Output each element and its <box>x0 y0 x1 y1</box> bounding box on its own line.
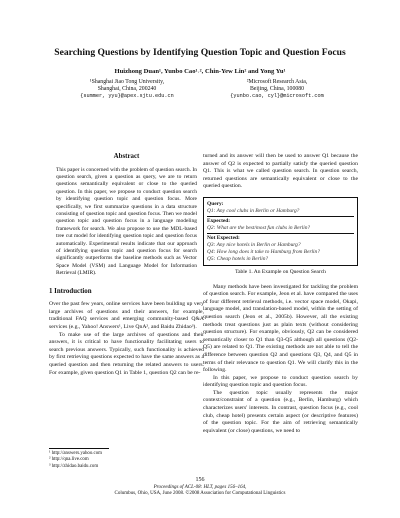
right-column <box>203 153 358 435</box>
right-paragraph-top: turned and its answer will then be used to answer Q1 because the answer of Q2 is expected to partially satisfy the queried question Q1. This is what we called question search. In question search, returned questions are semantically equivalent or close to the queried question. <box>203 153 358 190</box>
affiliation-right-org: ²Microsoft Research Asia, <box>246 79 308 85</box>
table-not-expected-item: Q3: Any nice hotels in Berlin or Hamburg? <box>207 241 301 248</box>
right-paragraph-2: Many methods have been investigated for tackling the problem of question search. For example, Jeon et al. have compared the uses of four different retrieval methods, i.e. vector space model, Okapi, language model, and translation-based model, within the setting of question search (Jeon et al., 2005b). However, all the existing methods treat questions just as plain texts (without considering question structure). For example, obviously, Q2 can be considered semantically closer to Q1 than Q3-Q5 although all questions (Q2-Q5) are related to Q1. The existing methods are not able to tell the difference between question Q2 and questions Q3, Q4, and Q5 in terms of their relevance to question Q1. We will clarify this in the following. <box>203 283 358 374</box>
introduction-heading: 1 Introduction <box>49 287 92 295</box>
table-not-expected-label: Not Expected: <box>207 234 240 241</box>
table-not-expected-item: Q5: Cheap hotels in Berlin? <box>207 255 269 262</box>
affiliation-left-place: Shanghai, China, 200240 <box>97 86 157 93</box>
footnote-rule <box>49 448 109 449</box>
abstract-text: This paper is concerned with the problem of question search. In question search, given a question as query, we are to return questions semantically equivalent or close to the queried question. In this paper, we propose to conduct question search by identifying question topic and question focus. More specifically, we first summarize questions in a data structure consisting of question topic and question focus. Then we model question topic and question focus in a language modeling framework for search. We also propose to use the MDL-based tree cut model for identifying question topic and question focus automatically. Experimental results indicate that our approach of identifying question topic and question focus for search significantly outperforms the baseline methods such as Vector Space Model (VSM) and Language Model for Information Retrieval (LMIR). <box>56 166 197 277</box>
affiliation-right <box>202 79 352 101</box>
example-table <box>203 197 358 266</box>
table-expected: Q2: What are the best/most fun clubs in Berlin? <box>207 224 311 231</box>
introduction-paragraph-2: To make use of the large archives of questions and their answers, it is critical to have functionality facilitating users to search previous answers. Typically, such functionality is achieved by first retrieving questions expected to have the same answers as a queried question and then returning the related answers to users. For example, given question Q1 in Table 1, question Q2 can be re- <box>49 331 204 376</box>
footnote-2: ² http://qna.live.com <box>49 457 89 463</box>
author-list: Huizhong Duan¹, Yunbo Cao¹˒², Chin-Yew Lin² and Yong Yu¹ <box>114 68 286 75</box>
paper-title: Searching Questions by Identifying Question Topic and Question Focus <box>54 47 346 58</box>
page-number: 156 <box>195 477 205 483</box>
footer-line-1: Proceedings of ACL-08: HLT, pages 156–164, <box>153 485 247 490</box>
table-query-label: Query: <box>207 200 224 207</box>
proceedings-footer <box>0 485 400 497</box>
right-paragraph-4: The question topic usually represents the major context/constraint of a question (e.g., Berlin, Hamburg) which characterizes users' interests. In contrast, question focus (e.g., cool club, cheap hotel) presents certain aspect (or descriptive features) of the question topic. For the aim of retrieving semantically equivalent (or close) questions, we need to <box>203 389 358 434</box>
right-paragraph-3: In this paper, we propose to conduct question search by identifying question topic and question focus. <box>203 374 358 389</box>
left-column <box>49 153 204 377</box>
affiliation-left-org: ¹Shanghai Jiao Tong University, <box>89 79 165 85</box>
footnotes <box>49 451 204 470</box>
table-query: Q1: Any cool clubs in Berlin or Hamburg? <box>207 207 300 214</box>
affiliation-right-email: {yunbo.cao, cyl}@microsoft.com <box>230 93 324 100</box>
footnote-1: ¹ http://answers.yahoo.com <box>49 451 102 456</box>
affiliation-left-email: {summer, yyu}@apex.sjtu.edu.cn <box>80 93 174 100</box>
affiliation-right-place: Beijing, China, 100080 <box>249 86 305 93</box>
footnote-3: ³ http://zhidao.baidu.com <box>49 463 99 469</box>
affiliation-left <box>52 79 202 101</box>
introduction-paragraph-1: Over the past few years, online services have been building up very large archives of questions and their answers, for example, traditional FAQ services and emerging community-based Q&A services (e.g., Yahoo! Answers¹, Live QnA², and Baidu Zhidao³). <box>49 301 204 331</box>
footer-line-2: Columbus, Ohio, USA, June 2008. ©2008 Association for Computational Linguistics <box>114 491 286 497</box>
abstract-heading: Abstract <box>113 153 140 160</box>
table-not-expected-item: Q4: How long does it take to Hamburg from Berlin? <box>207 248 320 255</box>
table-divider <box>207 216 354 217</box>
table-caption: Table 1. An Example on Question Search <box>235 268 326 275</box>
table-expected-label: Expected: <box>207 217 231 224</box>
table-divider <box>207 233 354 234</box>
